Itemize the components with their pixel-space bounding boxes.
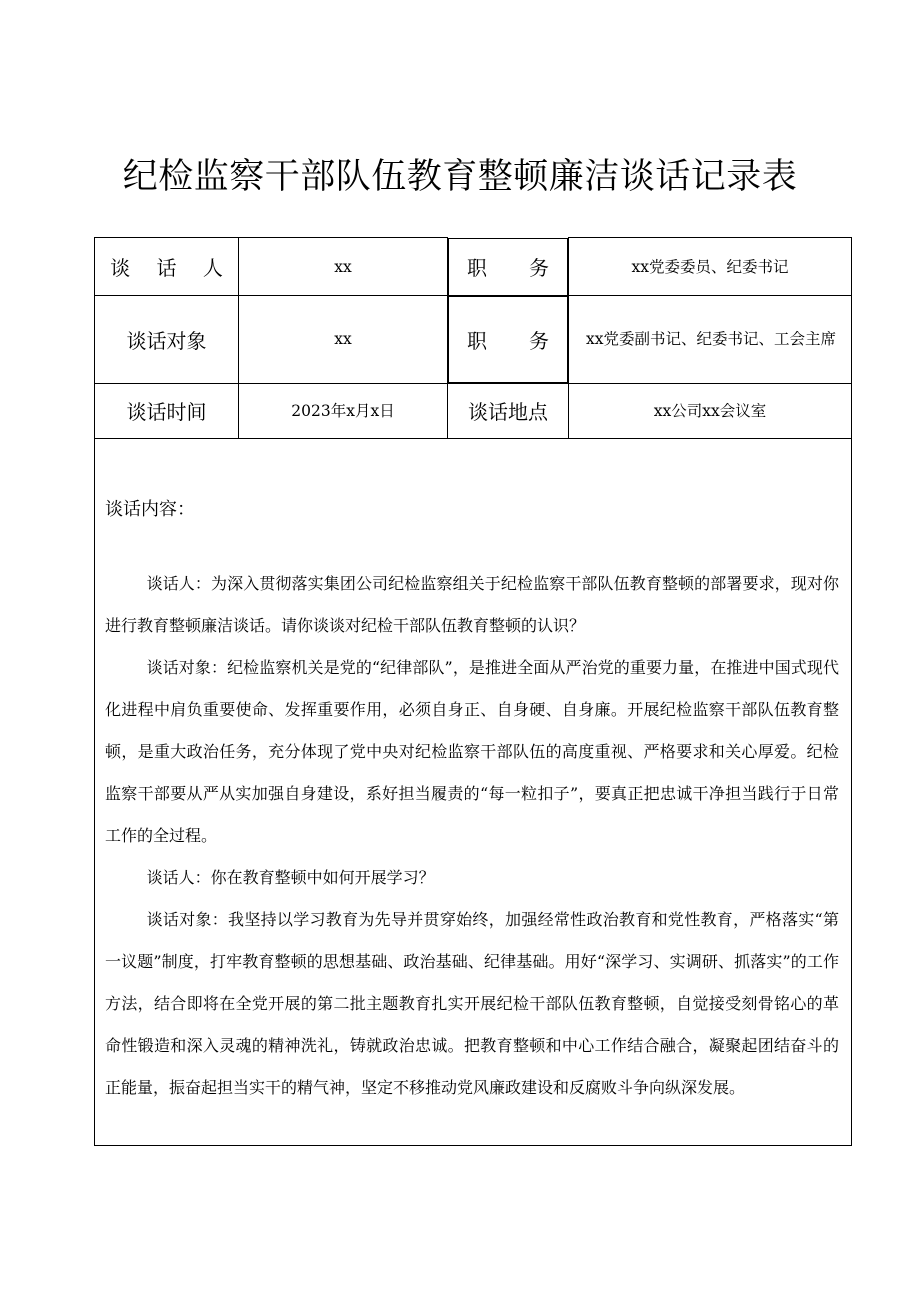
- interviewer-position-label: [448, 238, 568, 296]
- position-label-char-1: 职: [467, 256, 487, 280]
- position-label-char-1: 职: [467, 328, 487, 353]
- interviewee-label: 谈话对象: [95, 296, 239, 384]
- content-paragraph: 谈话人：为深入贯彻落实集团公司纪检监察组关于纪检监察干部队伍教育整顿的部署要求，现对你进行教育整顿廉洁谈话。请你谈谈对纪检干部队伍教育整顿的认识？: [105, 573, 839, 635]
- interviewer-value: xx: [239, 238, 448, 296]
- interviewee-position-value: xx党委副书记、纪委书记、工会主席: [569, 296, 852, 384]
- content-heading: 谈话内容：: [105, 498, 195, 520]
- interviewee-value: xx: [239, 296, 448, 384]
- row-time-location: [95, 383, 852, 438]
- record-table: [94, 237, 852, 1146]
- row-interviewee: [95, 296, 852, 384]
- position-label-char-2: 务: [529, 328, 549, 353]
- interviewer-label: 谈 话 人: [95, 238, 239, 296]
- time-label: 谈话时间: [95, 383, 239, 438]
- document-title: 纪检监察干部队伍教育整顿廉洁谈话记录表: [122, 157, 798, 197]
- position-label-char-2: 务: [529, 256, 549, 280]
- location-value: xx公司xx会议室: [569, 383, 852, 438]
- content-paragraph: 谈话人：你在教育整顿中如何开展学习？: [146, 867, 435, 887]
- interviewer-position-value: xx党委委员、纪委书记: [569, 238, 852, 296]
- content-cell: [95, 438, 852, 1145]
- content-paragraph: 谈话对象：纪检监察机关是党的“纪律部队”，是推进全面从严治党的重要力量，在推进中国式现代化进程中肩负重要使命、发挥重要作用，必须自身正、自身硬、自身廉。开展纪检监察干部队伍教育整顿，是重大政治任务，充分体现了党中央对纪检监察干部队伍的高度重视、严格要求和关心厚爱。纪检监察干部要从严从实加强自身建设，系好担当履责的“每一粒扣子”，要真正把忠诚干净担当践行于日常工作的全过程。: [105, 657, 839, 845]
- row-content: [95, 438, 852, 1145]
- row-interviewer: [95, 238, 852, 296]
- location-label: 谈话地点: [448, 383, 569, 438]
- interviewee-position-label: [448, 296, 568, 383]
- time-value: 2023年x月x日: [239, 383, 448, 438]
- content-paragraph: 谈话对象：我坚持以学习教育为先导并贯穿始终，加强经常性政治教育和党性教育，严格落实“第一议题”制度，打牢教育整顿的思想基础、政治基础、纪律基础。用好“深学习、实调研、抓落实”的工作方法，结合即将在全党开展的第二批主题教育扎实开展纪检干部队伍教育整顿，自觉接受刻骨铭心的革命性锻造和深入灵魂的精神洗礼，铸就政治忠诚。把教育整顿和中心工作结合融合，凝聚起团结奋斗的正能量，振奋起担当实干的精气神，坚定不移推动党风廉政建设和反腐败斗争向纵深发展。: [105, 909, 839, 1097]
